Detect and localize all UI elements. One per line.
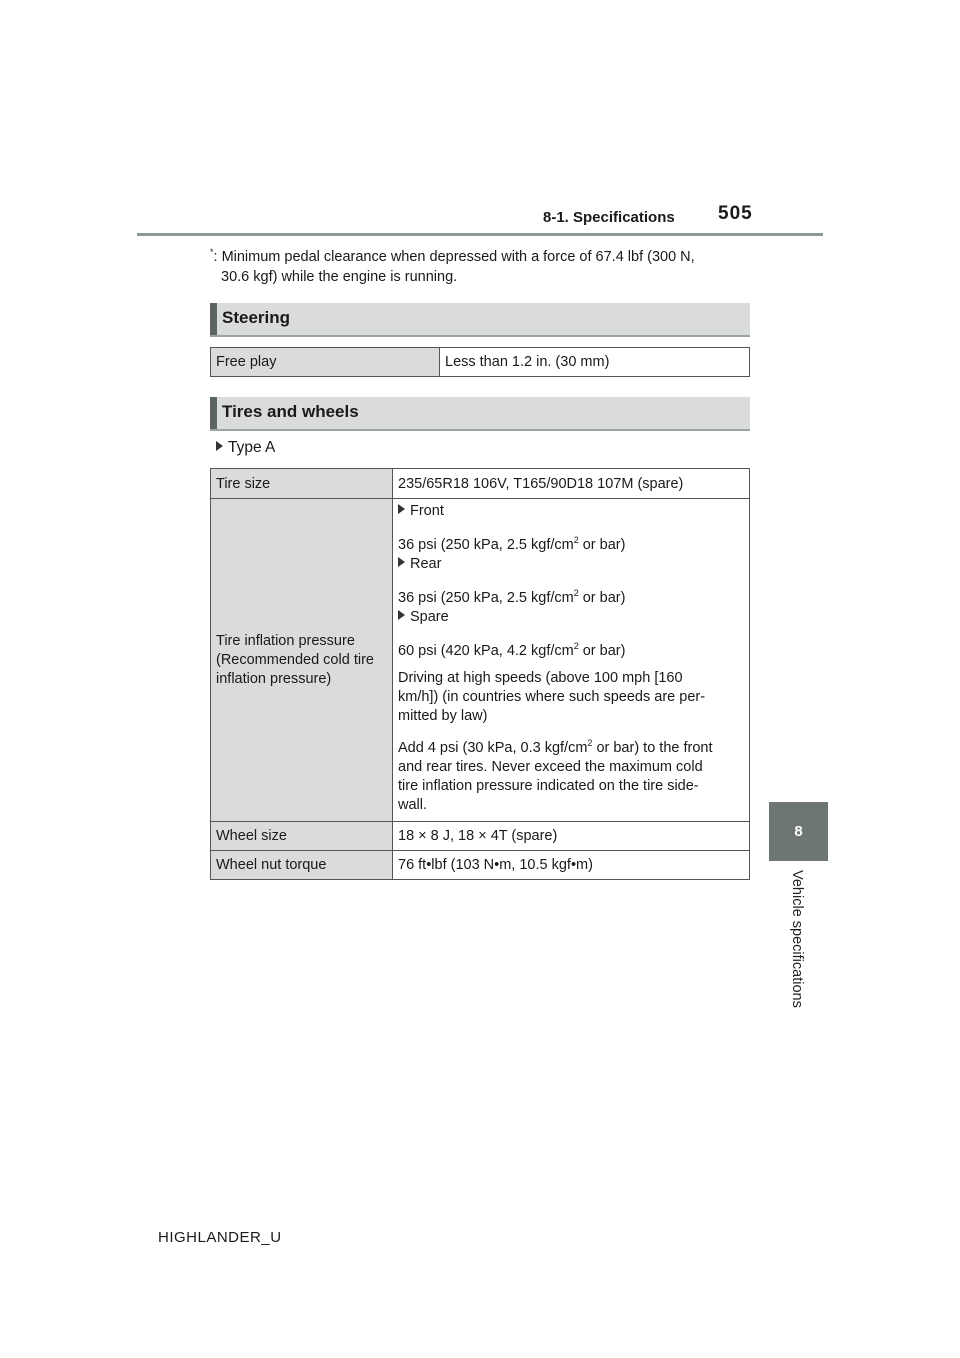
heading-bar (210, 303, 217, 335)
table-row (211, 348, 750, 377)
section-header: 8-1. Specifications (543, 209, 675, 226)
tire-size-value: 235/65R18 106V, T165/90D18 107M (spare) (393, 469, 750, 499)
spare-sup: 2 (573, 641, 579, 651)
triangle-right-icon (398, 610, 405, 620)
table-row (211, 499, 750, 822)
footnote-line2: 30.6 kgf) while the engine is running. (221, 269, 458, 285)
front-pressure: 36 psi (250 kPa, 2.5 kgf/cm (398, 537, 574, 553)
front-label: Front (410, 503, 444, 519)
front-sup: 2 (573, 535, 579, 545)
triangle-right-icon (398, 504, 405, 514)
footnote (210, 242, 770, 287)
nut-torque-value: 76 ft•lbf (103 N•m, 10.5 kgf•m) (393, 851, 750, 880)
nut-torque-label: Wheel nut torque (211, 851, 393, 880)
tires-title: Tires and wheels (222, 402, 359, 421)
rear-label: Rear (410, 556, 442, 572)
rear-pressure-end: or bar) (578, 590, 626, 606)
rear-sup: 2 (573, 588, 579, 598)
high-speed-l3: mitted by law) (398, 708, 488, 724)
footnote-line1: : Minimum pedal clearance when depressed with a force of 67.4 lbf (300 N, (213, 249, 695, 265)
add-l2: and rear tires. Never exceed the maximum cold (398, 759, 703, 775)
page-number: 505 (718, 203, 753, 224)
table-row (211, 822, 750, 851)
table-row (211, 851, 750, 880)
type-a-text: Type A (228, 439, 276, 456)
spare-label: Spare (410, 609, 449, 625)
tire-size-label: Tire size (211, 469, 393, 499)
chapter-tab: 8 (769, 802, 828, 861)
add-l4: wall. (398, 797, 428, 813)
footnote-marker: * (210, 247, 214, 257)
tires-table (210, 468, 750, 880)
triangle-right-icon (398, 557, 405, 567)
chapter-title: Vehicle specifications (789, 870, 805, 1008)
add-pressure-end: or bar) to the front (592, 740, 713, 756)
inflation-label-l3: inflation pressure) (216, 670, 332, 687)
inflation-label-l1: Tire inflation pressure (216, 632, 355, 649)
high-speed-l2: km/h]) (in countries where such speeds are per- (398, 689, 706, 705)
steering-table (210, 347, 750, 377)
add-pressure: Add 4 psi (30 kPa, 0.3 kgf/cm (398, 740, 588, 756)
spare-pressure-end: or bar) (578, 643, 626, 659)
table-row (211, 469, 750, 499)
inflation-value (393, 499, 750, 822)
free-play-label: Free play (211, 348, 440, 377)
triangle-right-icon (216, 441, 223, 451)
inflation-label-l2: (Recommended cold tire (216, 651, 374, 668)
free-play-value: Less than 1.2 in. (30 mm) (440, 348, 750, 377)
steering-heading (210, 303, 750, 337)
add-sup: 2 (587, 738, 593, 748)
footer-model: HIGHLANDER_U (158, 1229, 282, 1246)
front-pressure-end: or bar) (578, 537, 626, 553)
tires-heading (210, 397, 750, 431)
wheel-size-label: Wheel size (211, 822, 393, 851)
wheel-size-value: 18 × 8 J, 18 × 4T (spare) (393, 822, 750, 851)
spare-pressure: 60 psi (420 kPa, 4.2 kgf/cm (398, 643, 574, 659)
steering-title: Steering (222, 308, 291, 327)
high-speed-l1: Driving at high speeds (above 100 mph [160 (398, 670, 683, 686)
rear-pressure: 36 psi (250 kPa, 2.5 kgf/cm (398, 590, 574, 606)
inflation-label (211, 499, 393, 822)
type-a-label (216, 439, 275, 457)
add-l3: tire inflation pressure indicated on the tire side- (398, 778, 699, 794)
heading-bar (210, 397, 217, 429)
header-rule (137, 233, 823, 236)
